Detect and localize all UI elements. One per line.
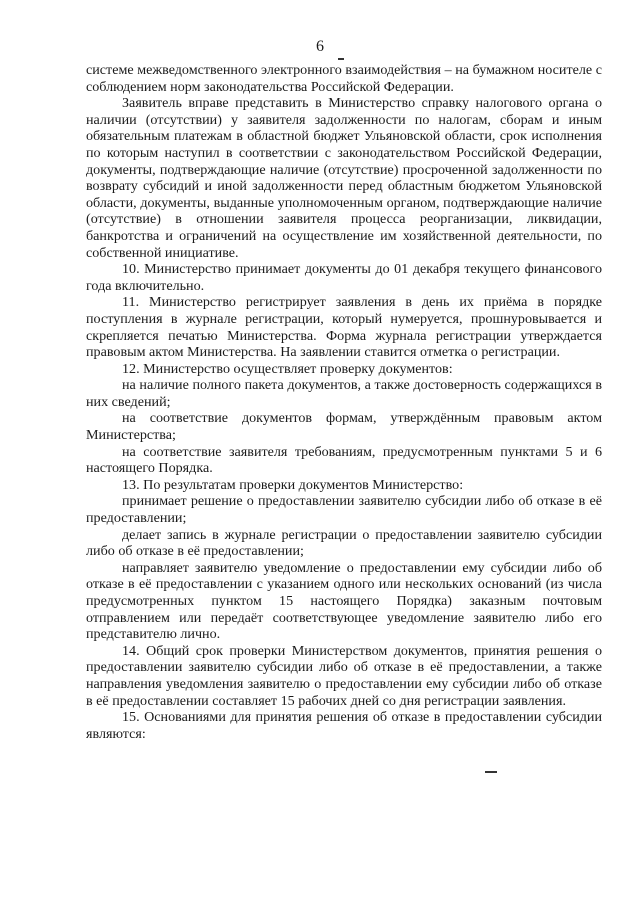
paragraph: 12. Министерство осуществляет проверку документов: — [122, 360, 453, 377]
paragraph: на наличие полного пакета документов, а также достоверность содержащихся в них сведений; — [86, 377, 602, 410]
document-body — [86, 62, 602, 742]
paragraph: системе межведомственного электронного взаимодействия – на бумажном носителе с соблюдением норм законодательства Российской Федерации. — [86, 62, 602, 95]
page-number: 6 — [316, 38, 324, 55]
paragraph: принимает решение о предоставлении заявителю субсидии либо об отказе в её предоставлении; — [86, 493, 602, 527]
paragraph: 13. По результатам проверки документов Министерство: — [122, 476, 464, 493]
scan-mark — [338, 58, 344, 60]
paragraph: на соответствие документов формам, утверждённым правовым актом Министерства; — [86, 410, 602, 444]
paragraph: 11. Министерство регистрирует заявления в день их приёма в порядке поступления в журнале регистрации, который нумеруется, прошнуровывается и скрепляется печатью Министерства. Форма журнала регистрации утверждается правовым актом Министерства. На заявлении ставится отметка о регистрации. — [86, 294, 602, 361]
paragraph: Заявитель вправе представить в Министерство справку налогового органа о наличии (отсутствии) у заявителя задолженности по налогам, сборам и иным обязательным платежам в областной бюджет Ульяновской области, срок исполнения по которым наступил в соответствии с законодательством Российской Федерации, документы, подтверждающие наличие (отсутствие) просроченной задолженности по возврату субсидий и иной задолженности перед областным бюджетом Ульяновской области, документы, выданные уполномоченным органом, подтверждающие наличие (отсутствие) в отношении заявителя процесса реорганизации, ликвидации, банкротства и ограничений на осуществление им хозяйственной деятельности, по собственной инициативе. — [86, 95, 602, 261]
paragraph: 15. Основаниями для принятия решения об отказе в предоставлении субсидии являются: — [86, 709, 602, 742]
paragraph: 10. Министерство принимает документы до 01 декабря текущего финансового года включительно. — [86, 261, 602, 294]
paragraph: на соответствие заявителя требованиям, предусмотренным пунктами 5 и 6 настоящего Порядка. — [86, 443, 602, 477]
paragraph: делает запись в журнале регистрации о предоставлении заявителю субсидии либо об отказе в её предоставлении; — [86, 526, 602, 560]
scan-mark — [485, 771, 497, 773]
paragraph: направляет заявителю уведомление о предоставлении ему субсидии либо об отказе в её предоставлении с указанием одного или нескольких оснований (из числа предусмотренных пунктом 15 настоящего Порядка) заказным почтовым отправлением или передаёт соответствующее уведомление заявителю либо его представителю лично. — [86, 559, 602, 643]
paragraph: 14. Общий срок проверки Министерством документов, принятия решения о предоставлении заявителю субсидии либо об отказе в её предоставлении, а также направления уведомления заявителю о предоставлении ему субсидии либо об отказе в её предоставлении составляет 15 рабочих дней со дня регистрации заявления. — [86, 642, 602, 709]
